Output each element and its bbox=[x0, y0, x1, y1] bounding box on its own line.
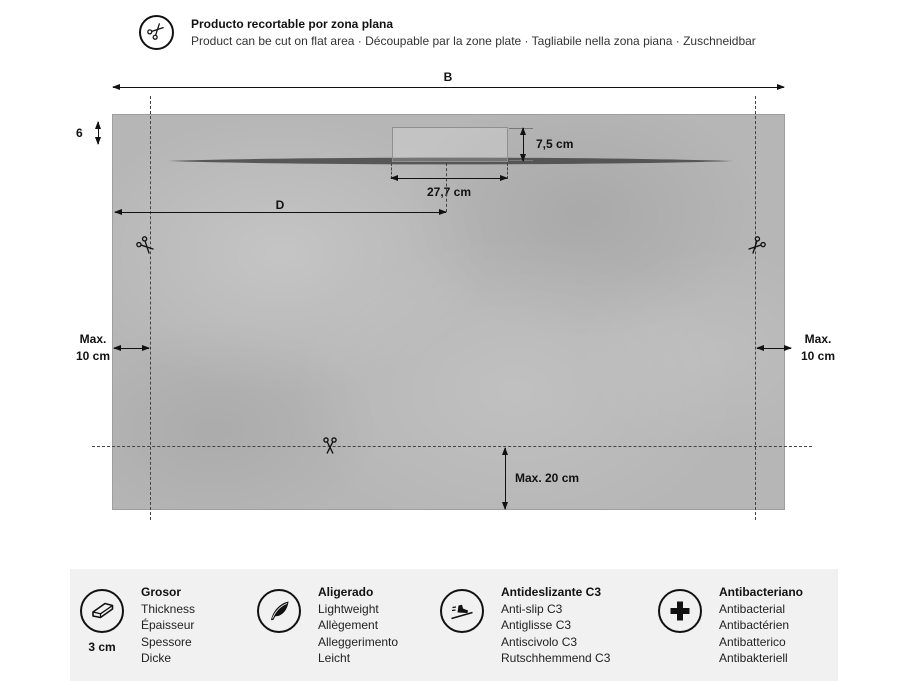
dim-277-label: 27,7 cm bbox=[426, 185, 472, 199]
feature-lightweight-iconcol bbox=[255, 589, 303, 667]
dim-75-label: 7,5 cm bbox=[536, 137, 574, 151]
feature-antislip-text bbox=[501, 584, 610, 667]
feature-thickness-iconcol bbox=[78, 589, 126, 667]
max-right-line1: Max. bbox=[804, 332, 832, 346]
feature-line: Thickness bbox=[141, 601, 196, 616]
feature-thickness-text bbox=[141, 584, 195, 667]
feature-line: Antibactérien bbox=[719, 618, 790, 632]
feature-title: Grosor bbox=[141, 585, 182, 599]
dim-d-label: D bbox=[275, 198, 285, 212]
scissors-icon bbox=[320, 436, 340, 456]
feature-line: Alleggerimento bbox=[318, 634, 399, 649]
feature-lightweight bbox=[255, 584, 398, 667]
dim-277-arrow bbox=[391, 178, 507, 179]
feature-line: Rutschhemmend C3 bbox=[501, 651, 611, 665]
plus-icon bbox=[658, 589, 702, 633]
feature-title: Aligerado bbox=[318, 585, 374, 599]
cut-line-bottom bbox=[92, 446, 812, 447]
feature-line: Anti-slip C3 bbox=[501, 601, 563, 616]
max-right-arrow bbox=[757, 348, 791, 349]
feature-line: Épaisseur bbox=[141, 618, 195, 632]
max-left-line1: Max. bbox=[79, 332, 107, 346]
feature-antibacterial bbox=[656, 584, 803, 667]
dim-6-arrow bbox=[98, 122, 99, 144]
feature-thickness bbox=[78, 584, 195, 667]
feather-icon bbox=[257, 589, 301, 633]
feature-line: Lightweight bbox=[318, 601, 379, 616]
dim-d-ext bbox=[446, 163, 447, 212]
feature-lightweight-text bbox=[318, 584, 398, 667]
cut-line-right bbox=[755, 96, 756, 520]
scissors-icon bbox=[136, 236, 156, 256]
feature-line: Dicke bbox=[141, 651, 172, 665]
feature-line: Antiglisse C3 bbox=[501, 618, 572, 632]
thickness-value: 3 cm bbox=[88, 640, 116, 654]
cuttable-badge bbox=[139, 15, 174, 50]
header-title: Producto recortable por zona plana bbox=[191, 17, 394, 31]
feature-antislip bbox=[438, 584, 610, 667]
feature-line: Spessore bbox=[141, 634, 192, 649]
max-bottom-arrow bbox=[505, 448, 506, 509]
feature-line: Allègement bbox=[318, 618, 379, 632]
feature-line: Antibatterico bbox=[719, 634, 786, 649]
dim-6-label: 6 bbox=[76, 126, 83, 140]
feature-antibacterial-text bbox=[719, 584, 803, 667]
max-left-line2: 10 cm bbox=[75, 349, 111, 363]
dim-d-arrow bbox=[115, 212, 446, 213]
max-bottom-label: Max. 20 cm bbox=[515, 471, 580, 485]
feature-line: Antibakteriell bbox=[719, 651, 788, 665]
feature-title: Antideslizante C3 bbox=[501, 585, 602, 599]
header-subtitle: Product can be cut on flat area · Découpable par la zone plate · Tagliabile nella zona piana · Zuschneidbar bbox=[191, 34, 756, 48]
feature-title: Antibacteriano bbox=[719, 585, 804, 599]
feature-strip bbox=[70, 569, 838, 681]
drain-flat-zone bbox=[392, 127, 508, 162]
max-left-label bbox=[70, 331, 116, 365]
max-left-arrow bbox=[114, 348, 149, 349]
thickness-icon bbox=[80, 589, 124, 633]
cut-line-left bbox=[150, 96, 151, 520]
scissors-icon bbox=[746, 236, 766, 256]
dim-75-arrow bbox=[523, 128, 524, 161]
dim-b-label: B bbox=[443, 70, 453, 84]
max-right-line2: 10 cm bbox=[800, 349, 836, 363]
feature-line: Leicht bbox=[318, 651, 351, 665]
shower-tray-top-view bbox=[112, 114, 785, 510]
feature-line: Antiscivolo C3 bbox=[501, 634, 578, 649]
feature-antislip-iconcol bbox=[438, 589, 486, 667]
scissors-icon bbox=[147, 21, 166, 45]
feature-antibacterial-iconcol bbox=[656, 589, 704, 667]
antislip-icon bbox=[440, 589, 484, 633]
dim-b-arrow bbox=[113, 87, 784, 88]
max-right-label bbox=[795, 331, 841, 365]
feature-line: Antibacterial bbox=[719, 601, 786, 616]
